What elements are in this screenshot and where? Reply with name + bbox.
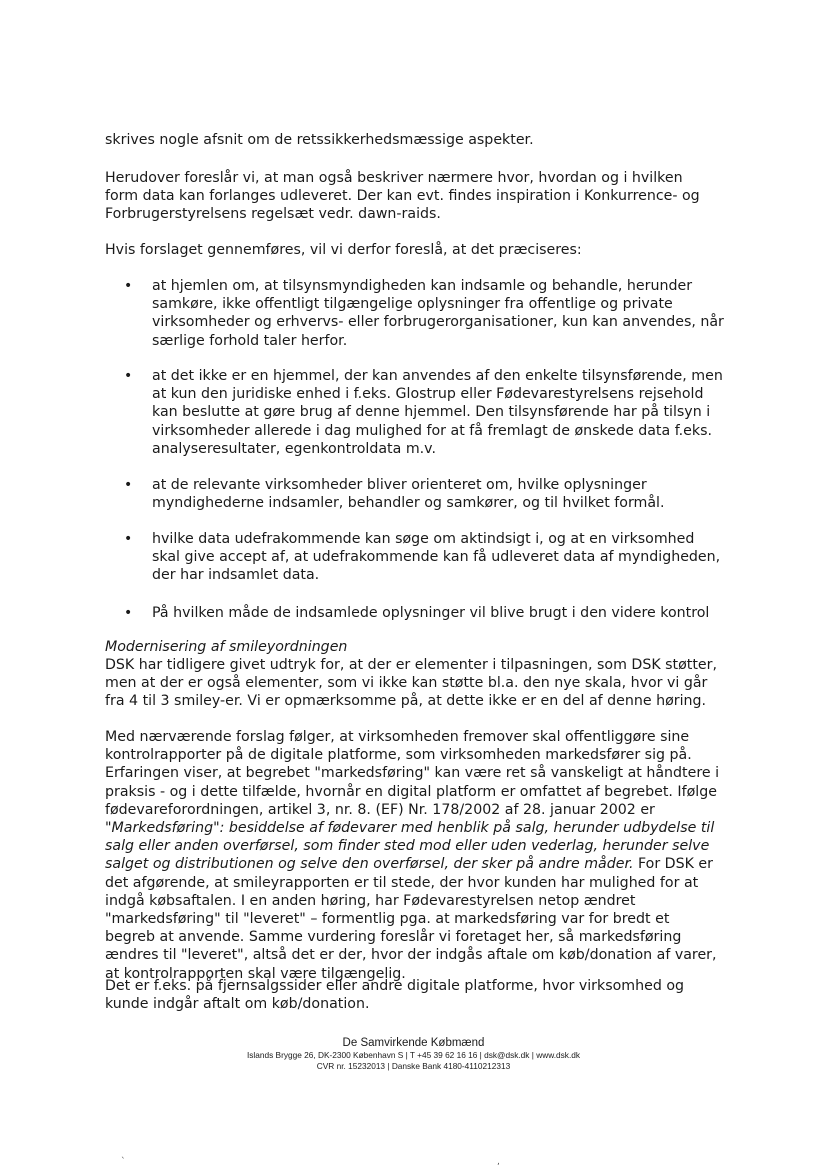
footer-registry: CVR nr. 15232013 | Danske Bank 4180-4110212313 <box>316 1061 511 1071</box>
section-heading: Modernisering af smileyordningen <box>105 639 348 655</box>
bullet-icon: • <box>124 531 133 547</box>
list-item-text: hvilke data udefrakommende kan søge om aktindsigt i, og at en virksomhed skal give accept af, at udefrakommende kan få udleveret data af myndigheden, der har indsamlet data. <box>152 531 721 584</box>
footer-address: Islands Brygge 26, DK-2300 København S | T +45 39 62 16 16 | dsk@dsk.dk | www.dsk.dk <box>246 1050 581 1060</box>
list-item-text: at hjemlen om, at tilsynsmyndigheden kan indsamle og behandle, herunder samkøre, ikke offentligt tilgængelige oplysninger fra offentlige og private virksomheder og erhvervs- eller forbrugerorganisationer, kun kan anvendes, når særlige forhold taler herfor. <box>152 278 724 349</box>
bullet-icon: • <box>124 368 133 384</box>
letterhead-footer <box>0 1036 827 1072</box>
paragraph-retssikkerhed: skrives nogle afsnit om de retssikkerhedsmæssige aspekter. <box>105 132 534 148</box>
paragraph-text-lead: Med nærværende forslag følger, at virksomheden fremover skal offentliggøre sine kontrolrapporter på de digitale platforme, som virksomheden markedsfører sig på. Erfaringen viser, at begrebet "markedsføring" kan være ret så vanskeligt at håndtere i praksis - og i dette tilfælde, hvornår en digital platform er omfattet af begrebet. Ifølge fødevareforordningen, artikel 3, nr. 8. (EF) Nr. 178/2002 af 28. januar 2002 er <box>105 729 720 818</box>
paragraph-text-tail: For DSK er det afgørende, at smileyrapporten er til stede, der hvor kunden har mulighed for at indgå købsaftalen. I en anden høring, har Fødevarestyrelsen netop ændret "markedsføring" til "leveret" – formentlig pga. at markedsføring var for bredt et begreb at anvende. Samme vurdering foreslår vi foretaget her, så markedsføring ændres til "leveret", altså det er der, hvor der indgås aftale om køb/donation af varer, at kontrolrapporten skal være tilgængelig. <box>105 856 717 982</box>
list-item-text: at det ikke er en hjemmel, der kan anvendes af den enkelte tilsynsførende, men at kun den juridiske enhed i f.eks. Glostrup eller Fødevarestyrelsens rejsehold kan beslutte at gøre brug af denne hjemmel. Den tilsynsførende har på tilsyn i virksomheder allerede i dag mulighed for at få fremlagt de ønskede data f.eks. analyseresultater, egenkontroldata m.v. <box>152 368 723 457</box>
definition-quote: "Markedsføring": besiddelse af fødevarer med henblik på salg, herunder udbydelse til salg eller anden overførsel, som finder sted mod eller uden vederlag, herunder selve salget og distributionen og selve den overførsel, der sker på andre måder. <box>105 820 715 873</box>
bullet-icon: • <box>124 605 133 621</box>
list-item-text: at de relevante virksomheder bliver orienteret om, hvilke oplysninger myndighederne indsamler, behandler og samkører, og til hvilket formål. <box>152 477 665 512</box>
paragraph-udlevering: Herudover foreslår vi, at man også beskriver nærmere hvor, hvordan og i hvilken form data kan forlanges udleveret. Der kan evt. findes inspiration i Konkurrence- og Forbrugerstyrelsens regelsæt vedr. dawn-raids. <box>105 170 700 223</box>
paragraph-fjernsalg: Det er f.eks. på fjernsalgssider eller andre digitale platforme, hvor virksomhed og kunde indgår aftalt om køb/donation. <box>105 978 685 1013</box>
scan-mark: ` <box>121 1157 126 1167</box>
paragraph-markedsfoering <box>105 728 720 983</box>
paragraph-smiley-skala: DSK har tidligere givet udtryk for, at der er elementer i tilpasningen, som DSK støtter, men at der er også elementer, som vi ikke kan støtte bl.a. den nye skala, hvor vi går fra 4 til 3 smiley-er. Vi er opmærksomme på, at dette ikke er en del af denne høring. <box>105 657 717 710</box>
bullet-icon: • <box>124 278 133 294</box>
scan-mark: , <box>497 1157 500 1167</box>
footer-organization: De Samvirkende Købmænd <box>342 1037 485 1049</box>
bullet-icon: • <box>124 477 133 493</box>
paragraph-praecisering-intro: Hvis forslaget gennemføres, vil vi derfor foreslå, at det præciseres: <box>105 242 582 258</box>
list-item-text: På hvilken måde de indsamlede oplysninger vil blive brugt i den videre kontrol <box>152 605 710 621</box>
